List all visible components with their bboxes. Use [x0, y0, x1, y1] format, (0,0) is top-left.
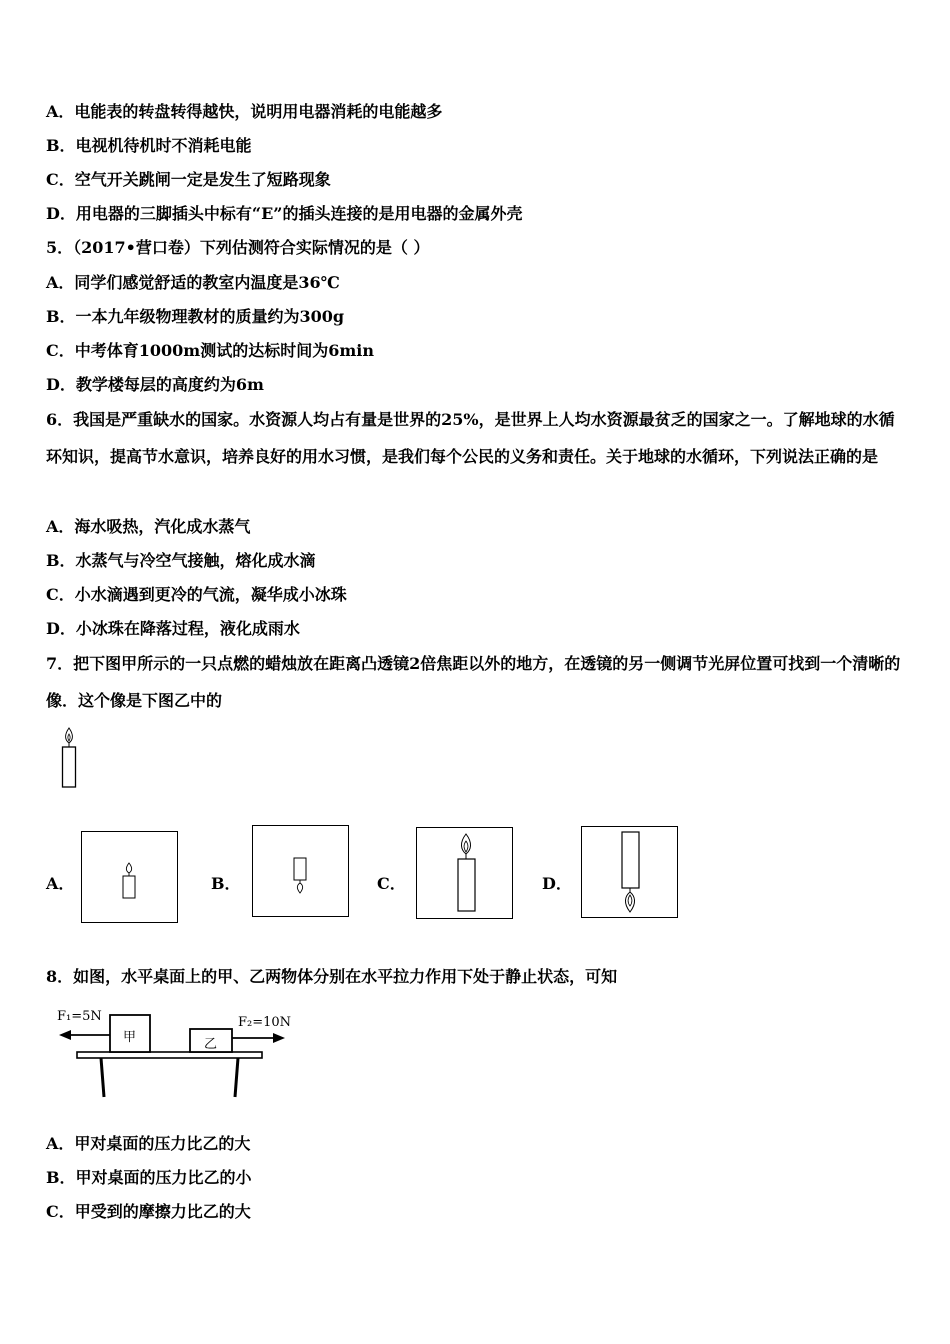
q7-option-c-label: C．: [377, 874, 406, 893]
q8-stem: 8．如图，水平桌面上的甲、乙两物体分别在水平拉力作用下处于静止状态，可知: [46, 967, 618, 986]
q6-option-d: D．小冰珠在降落过程，液化成雨水: [46, 619, 300, 638]
q7-option-a-label: A．: [46, 874, 75, 893]
block-jia-label: 甲: [123, 1030, 137, 1045]
large-upright-candle-icon: [455, 832, 479, 914]
q8-option-a: A．甲对桌面的压力比乙的大: [46, 1134, 251, 1153]
block-yi-label: 乙: [204, 1037, 218, 1052]
small-inverted-candle-icon: [291, 856, 309, 894]
q5-option-c: C．中考体育1000m测试的达标时间为6min: [46, 341, 374, 360]
large-inverted-candle-icon: [619, 830, 643, 914]
q7-option-c-box[interactable]: [416, 827, 513, 919]
q5-option-b: B．一本九年级物理教材的质量约为300g: [46, 307, 345, 326]
q7-option-d-label: D．: [542, 874, 572, 893]
q5-option-d: D．教学楼每层的高度约为6m: [46, 375, 264, 394]
table-force-figure: [55, 1005, 305, 1105]
q7-option-a-box[interactable]: [81, 831, 178, 923]
q6-option-b: B．水蒸气与冷空气接触，熔化成水滴: [46, 551, 316, 570]
q6-option-c: C．小水滴遇到更冷的气流，凝华成小冰珠: [46, 585, 347, 604]
q7-option-d-box[interactable]: [581, 826, 678, 918]
q4-option-c: C．空气开关跳闸一定是发生了短路现象: [46, 170, 331, 189]
small-upright-candle-icon: [120, 862, 138, 900]
q7-stem: 7．把下图甲所示的一只点燃的蜡烛放在距离凸透镜2倍焦距以外的地方，在透镜的另一侧调节光屏位置可找到一个清晰的像．这个像是下图乙中的: [46, 654, 901, 710]
force-f2-label: F₂=10N: [238, 1015, 292, 1030]
q5-stem: 5．（2017•营口卷）下列估测符合实际情况的是（ ）: [46, 238, 430, 257]
q7-option-b-box[interactable]: [252, 825, 349, 917]
q4-option-b: B．电视机待机时不消耗电能: [46, 136, 252, 155]
q6-stem: 6．我国是严重缺水的国家。水资源人均占有量是世界的25%，是世界上人均水资源最贫乏的国家之一。了解地球的水循环知识，提高节水意识，培养良好的用水习惯，是我们每个公民的义务和责任。关于地球的水循环，下列说法正确的是: [46, 410, 895, 466]
q8-option-c: C．甲受到的摩擦力比乙的大: [46, 1202, 251, 1221]
q6-option-a: A．海水吸热，汽化成水蒸气: [46, 517, 251, 536]
candle-figure: [58, 726, 82, 790]
q4-option-a: A．电能表的转盘转得越快，说明用电器消耗的电能越多: [46, 102, 443, 121]
force-f1-label: F₁=5N: [57, 1009, 102, 1024]
q5-option-a: A．同学们感觉舒适的教室内温度是36℃: [46, 273, 340, 292]
q7-option-b-label: B．: [211, 874, 241, 893]
q8-option-b: B．甲对桌面的压力比乙的小: [46, 1168, 252, 1187]
q4-option-d: D．用电器的三脚插头中标有“E”的插头连接的是用电器的金属外壳: [46, 204, 523, 223]
